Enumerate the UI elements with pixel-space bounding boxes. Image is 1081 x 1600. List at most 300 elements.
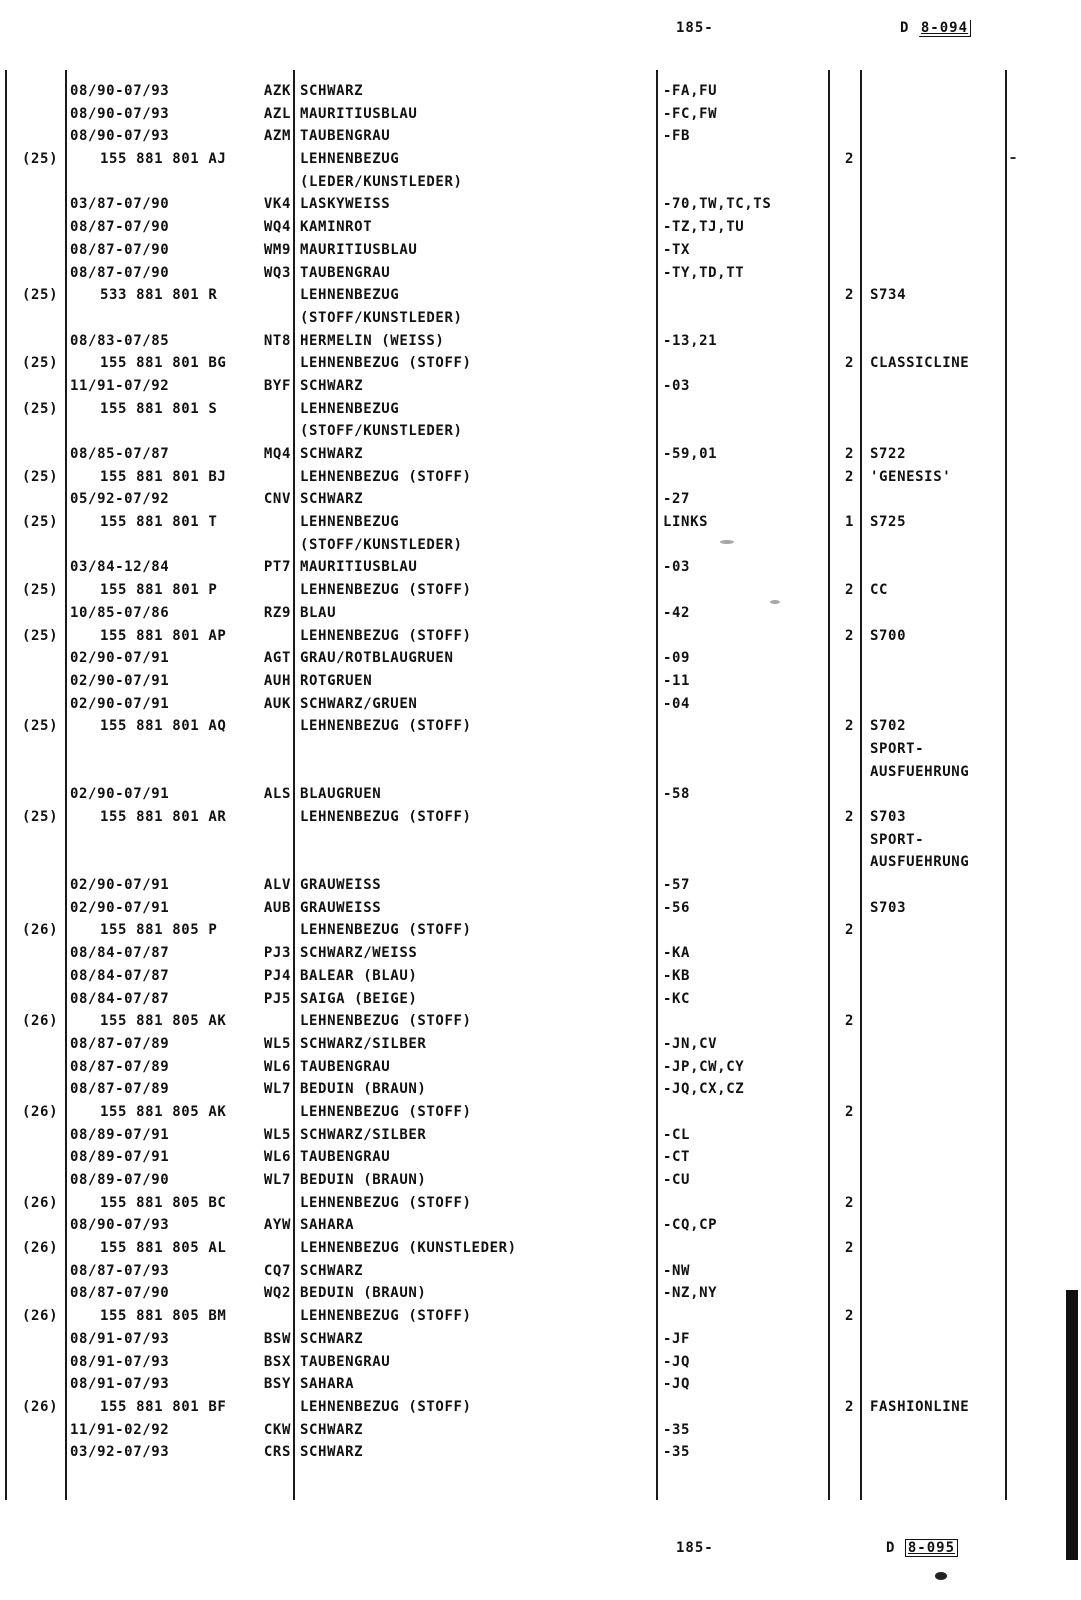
table-row xyxy=(0,1056,1081,1079)
date-range: 02/90-07/91 xyxy=(70,877,170,894)
date-range: 08/85-07/87 xyxy=(70,446,170,462)
version-codes: -CT xyxy=(663,1149,691,1166)
part-number: 155 881 801 AJ xyxy=(100,151,227,168)
color-code: WL6 xyxy=(263,1058,291,1075)
quantity: 2 xyxy=(844,1308,854,1325)
table-row xyxy=(0,829,1081,852)
description: MAURITIUSBLAU xyxy=(300,241,418,258)
scan-speck xyxy=(1010,157,1016,159)
color-code: CNV xyxy=(263,491,291,508)
version-codes: -09 xyxy=(663,650,691,667)
version-codes: -70,TW,TC,TS xyxy=(663,196,772,213)
quantity: 2 xyxy=(844,809,854,825)
table-row xyxy=(0,874,1081,897)
description: LEHNENBEZUG (KUNSTLEDER) xyxy=(300,1240,517,1257)
remark: SPORT- xyxy=(870,740,925,757)
part-number: 155 881 805 AK xyxy=(100,1103,227,1120)
table-row xyxy=(0,988,1081,1011)
date-range: 08/84-07/87 xyxy=(70,945,170,962)
version-codes: -JF xyxy=(663,1330,691,1347)
quantity: 2 xyxy=(844,718,854,735)
color-code: WL7 xyxy=(263,1081,291,1098)
version-codes: -35 xyxy=(663,1421,691,1438)
table-row xyxy=(0,1101,1081,1124)
color-code: AGT xyxy=(263,650,291,667)
table-row xyxy=(0,965,1081,988)
quantity: 2 xyxy=(844,582,854,599)
table-row xyxy=(0,148,1081,171)
version-codes: -JN,CV xyxy=(663,1035,718,1052)
header-prefix: D xyxy=(900,20,910,36)
table-row xyxy=(0,262,1081,285)
color-code: WQ2 xyxy=(263,1285,291,1302)
description: LEHNENBEZUG (STOFF) xyxy=(300,922,472,939)
description: LEHNENBEZUG (STOFF) xyxy=(300,1013,472,1030)
description: MAURITIUSBLAU xyxy=(300,559,418,576)
version-codes: -NW xyxy=(663,1262,691,1279)
color-code: WL5 xyxy=(263,1035,291,1052)
date-range: 11/91-02/92 xyxy=(70,1421,170,1438)
description: LASKYWEISS xyxy=(300,196,391,213)
table-row xyxy=(0,1282,1081,1305)
position-number: (25) xyxy=(22,287,59,304)
date-range: 11/91-07/92 xyxy=(70,377,170,394)
remark: CLASSICLINE xyxy=(870,355,970,372)
table-row xyxy=(0,488,1081,511)
version-codes: -FC,FW xyxy=(663,105,718,122)
description: SCHWARZ xyxy=(300,83,364,99)
table-row xyxy=(0,443,1081,466)
version-codes: -42 xyxy=(663,604,691,621)
footer-prefix: D xyxy=(886,1540,896,1556)
description: (LEDER/KUNSTLEDER) xyxy=(300,173,463,190)
quantity: 2 xyxy=(844,446,854,462)
table-row xyxy=(0,420,1081,443)
table-row xyxy=(0,851,1081,874)
date-range: 08/87-07/90 xyxy=(70,241,170,258)
color-code: CKW xyxy=(263,1421,291,1438)
table-row xyxy=(0,398,1081,421)
color-code: WQ3 xyxy=(263,264,291,281)
version-codes: -FA,FU xyxy=(663,83,718,99)
date-range: 08/87-07/89 xyxy=(70,1058,170,1075)
description: SAIGA (BEIGE) xyxy=(300,990,418,1007)
table-row xyxy=(0,1328,1081,1351)
color-code: PJ5 xyxy=(263,990,291,1007)
date-range: 08/91-07/93 xyxy=(70,1330,170,1347)
version-codes: -NZ,NY xyxy=(663,1285,718,1302)
table-row xyxy=(0,307,1081,330)
description: BEDUIN (BRAUN) xyxy=(300,1285,427,1302)
version-codes: -KB xyxy=(663,967,691,984)
table-row xyxy=(0,602,1081,625)
color-code: ALV xyxy=(263,877,291,894)
date-range: 08/87-07/90 xyxy=(70,1285,170,1302)
table-row xyxy=(0,1441,1081,1464)
quantity: 2 xyxy=(844,287,854,304)
version-codes: -CL xyxy=(663,1126,691,1143)
color-code: AUB xyxy=(263,899,291,916)
date-range: 08/87-07/90 xyxy=(70,219,170,236)
table-row xyxy=(0,534,1081,557)
remark: S734 xyxy=(870,287,907,304)
remark: CC xyxy=(870,582,889,599)
quantity: 2 xyxy=(844,1240,854,1257)
position-number: (26) xyxy=(22,1308,59,1325)
version-codes: -58 xyxy=(663,786,691,803)
date-range: 02/90-07/91 xyxy=(70,672,170,689)
description: MAURITIUSBLAU xyxy=(300,105,418,122)
description: SCHWARZ xyxy=(300,1330,364,1347)
header-ref: 8-094 xyxy=(919,20,971,37)
description: SAHARA xyxy=(300,1376,355,1393)
description: (STOFF/KUNSTLEDER) xyxy=(300,423,463,440)
date-range: 08/83-07/85 xyxy=(70,332,170,349)
table-row xyxy=(0,125,1081,148)
color-code: PT7 xyxy=(263,559,291,576)
description: TAUBENGRAU xyxy=(300,1149,391,1166)
description: LEHNENBEZUG (STOFF) xyxy=(300,582,472,599)
part-number: 155 881 801 BF xyxy=(100,1398,227,1415)
version-codes: -TZ,TJ,TU xyxy=(663,219,745,236)
description: SCHWARZ xyxy=(300,1262,364,1279)
table-row xyxy=(0,942,1081,965)
quantity: 2 xyxy=(844,151,854,168)
date-range: 08/90-07/93 xyxy=(70,105,170,122)
footer-page-number: 185- xyxy=(676,1540,714,1556)
version-codes: -JQ,CX,CZ xyxy=(663,1081,745,1098)
table-row xyxy=(0,579,1081,602)
header-page-number: 185- xyxy=(676,20,714,36)
parts-table xyxy=(0,80,1081,1464)
remark: FASHIONLINE xyxy=(870,1398,970,1415)
description: TAUBENGRAU xyxy=(300,1353,391,1370)
quantity: 2 xyxy=(844,1194,854,1211)
quantity: 2 xyxy=(844,1013,854,1030)
version-codes: -JQ xyxy=(663,1353,691,1370)
description: BEDUIN (BRAUN) xyxy=(300,1172,427,1188)
version-codes: -FB xyxy=(663,128,691,145)
date-range: 08/84-07/87 xyxy=(70,967,170,984)
date-range: 08/90-07/93 xyxy=(70,83,170,99)
table-row xyxy=(0,783,1081,806)
scan-edge-mark xyxy=(1066,1290,1078,1560)
color-code: AUH xyxy=(263,672,291,689)
table-row xyxy=(0,466,1081,489)
table-row xyxy=(0,1373,1081,1396)
description: SCHWARZ xyxy=(300,377,364,394)
version-codes: -27 xyxy=(663,491,691,508)
position-number: (26) xyxy=(22,1194,59,1211)
version-codes: -59,01 xyxy=(663,446,718,462)
color-code: AZL xyxy=(263,105,291,122)
table-row xyxy=(0,80,1081,103)
version-codes: -35 xyxy=(663,1444,691,1461)
color-code: RZ9 xyxy=(263,604,291,621)
version-codes: LINKS xyxy=(663,514,709,531)
date-range: 02/90-07/91 xyxy=(70,786,170,803)
color-code: WL5 xyxy=(263,1126,291,1143)
part-number: 155 881 801 BJ xyxy=(100,468,227,485)
description: HERMELIN (WEISS) xyxy=(300,332,445,349)
part-number: 155 881 801 BG xyxy=(100,355,227,372)
table-row xyxy=(0,761,1081,784)
description: GRAU/ROTBLAUGRUEN xyxy=(300,650,454,667)
table-row xyxy=(0,647,1081,670)
table-row xyxy=(0,738,1081,761)
color-code: CQ7 xyxy=(263,1262,291,1279)
table-row xyxy=(0,1305,1081,1328)
description: LEHNENBEZUG (STOFF) xyxy=(300,468,472,485)
description: SCHWARZ/GRUEN xyxy=(300,695,418,712)
description: SCHWARZ/SILBER xyxy=(300,1035,427,1052)
version-codes: -04 xyxy=(663,695,691,712)
table-row xyxy=(0,239,1081,262)
scan-speck xyxy=(720,540,734,544)
description: SCHWARZ xyxy=(300,446,364,462)
description: ROTGRUEN xyxy=(300,672,373,689)
table-row xyxy=(0,1351,1081,1374)
color-code: VK4 xyxy=(263,196,291,213)
position-number: (26) xyxy=(22,1103,59,1120)
color-code: PJ3 xyxy=(263,945,291,962)
table-row xyxy=(0,670,1081,693)
table-row xyxy=(0,284,1081,307)
color-code: NT8 xyxy=(263,332,291,349)
date-range: 08/91-07/93 xyxy=(70,1353,170,1370)
quantity: 2 xyxy=(844,922,854,939)
color-code: BYF xyxy=(263,377,291,394)
table-row xyxy=(0,1169,1081,1192)
table-row xyxy=(0,1033,1081,1056)
color-code: BSX xyxy=(263,1353,291,1370)
part-number: 155 881 801 P xyxy=(100,582,218,599)
color-code: ALS xyxy=(263,786,291,803)
footer-ref: 8-095 xyxy=(905,1539,958,1557)
part-number: 155 881 801 T xyxy=(100,514,218,531)
position-number: (25) xyxy=(22,151,59,168)
table-row xyxy=(0,330,1081,353)
color-code: PJ4 xyxy=(263,967,291,984)
description: LEHNENBEZUG xyxy=(300,287,400,304)
date-range: 08/87-07/93 xyxy=(70,1262,170,1279)
part-number: 155 881 801 AP xyxy=(100,627,227,644)
version-codes: -03 xyxy=(663,377,691,394)
version-codes: -TY,TD,TT xyxy=(663,264,745,281)
table-row xyxy=(0,216,1081,239)
date-range: 03/84-12/84 xyxy=(70,559,170,576)
page-footer xyxy=(676,1540,714,1556)
remark: AUSFUEHRUNG xyxy=(870,763,970,780)
description: SCHWARZ xyxy=(300,1421,364,1438)
part-number: 155 881 805 P xyxy=(100,922,218,939)
color-code: BSW xyxy=(263,1330,291,1347)
remark: 'GENESIS' xyxy=(870,468,952,485)
version-codes: -CQ,CP xyxy=(663,1217,718,1234)
color-code: BSY xyxy=(263,1376,291,1393)
description: LEHNENBEZUG (STOFF) xyxy=(300,809,472,825)
description: TAUBENGRAU xyxy=(300,264,391,281)
quantity: 2 xyxy=(844,1103,854,1120)
part-number: 533 881 801 R xyxy=(100,287,218,304)
quantity: 2 xyxy=(844,1398,854,1415)
position-number: (25) xyxy=(22,582,59,599)
version-codes: -CU xyxy=(663,1172,691,1188)
version-codes: -TX xyxy=(663,241,691,258)
table-row xyxy=(0,1237,1081,1260)
date-range: 08/90-07/93 xyxy=(70,1217,170,1234)
table-row xyxy=(0,1192,1081,1215)
description: SCHWARZ xyxy=(300,491,364,508)
description: TAUBENGRAU xyxy=(300,128,391,145)
table-row xyxy=(0,1146,1081,1169)
version-codes: -11 xyxy=(663,672,691,689)
remark: S725 xyxy=(870,514,907,531)
part-number: 155 881 805 BC xyxy=(100,1194,227,1211)
table-row xyxy=(0,511,1081,534)
date-range: 02/90-07/91 xyxy=(70,695,170,712)
description: LEHNENBEZUG xyxy=(300,400,400,417)
description: LEHNENBEZUG (STOFF) xyxy=(300,1398,472,1415)
version-codes: -JQ xyxy=(663,1376,691,1393)
table-row xyxy=(0,1260,1081,1283)
date-range: 08/89-07/91 xyxy=(70,1126,170,1143)
date-range: 08/90-07/93 xyxy=(70,128,170,145)
remark: S702 xyxy=(870,718,907,735)
date-range: 10/85-07/86 xyxy=(70,604,170,621)
remark: S722 xyxy=(870,446,907,462)
part-number: 155 881 801 S xyxy=(100,400,218,417)
date-range: 08/89-07/90 xyxy=(70,1172,170,1188)
description: LEHNENBEZUG (STOFF) xyxy=(300,627,472,644)
remark: AUSFUEHRUNG xyxy=(870,854,970,871)
color-code: CRS xyxy=(263,1444,291,1461)
version-codes: -KA xyxy=(663,945,691,962)
table-row xyxy=(0,715,1081,738)
date-range: 05/92-07/92 xyxy=(70,491,170,508)
description: GRAUWEISS xyxy=(300,899,382,916)
date-range: 08/87-07/89 xyxy=(70,1081,170,1098)
quantity: 1 xyxy=(844,514,854,531)
scan-speck xyxy=(935,1572,947,1580)
date-range: 08/87-07/90 xyxy=(70,264,170,281)
position-number: (25) xyxy=(22,400,59,417)
remark: SPORT- xyxy=(870,831,925,848)
color-code: AUK xyxy=(263,695,291,712)
part-number: 155 881 801 AR xyxy=(100,809,227,825)
table-row xyxy=(0,1010,1081,1033)
date-range: 08/91-07/93 xyxy=(70,1376,170,1393)
version-codes: -JP,CW,CY xyxy=(663,1058,745,1075)
position-number: (25) xyxy=(22,718,59,735)
quantity: 2 xyxy=(844,468,854,485)
version-codes: -03 xyxy=(663,559,691,576)
description: (STOFF/KUNSTLEDER) xyxy=(300,536,463,553)
date-range: 02/90-07/91 xyxy=(70,899,170,916)
color-code: MQ4 xyxy=(263,446,291,462)
description: SCHWARZ xyxy=(300,1444,364,1461)
table-row xyxy=(0,193,1081,216)
scan-speck xyxy=(770,600,780,604)
description: LEHNENBEZUG (STOFF) xyxy=(300,718,472,735)
part-number: 155 881 805 AK xyxy=(100,1013,227,1030)
table-row xyxy=(0,556,1081,579)
position-number: (26) xyxy=(22,922,59,939)
part-number: 155 881 801 AQ xyxy=(100,718,227,735)
color-code: AYW xyxy=(263,1217,291,1234)
position-number: (25) xyxy=(22,468,59,485)
description: LEHNENBEZUG (STOFF) xyxy=(300,1308,472,1325)
date-range: 08/84-07/87 xyxy=(70,990,170,1007)
description: LEHNENBEZUG (STOFF) xyxy=(300,1103,472,1120)
position-number: (26) xyxy=(22,1013,59,1030)
table-row xyxy=(0,375,1081,398)
table-row xyxy=(0,1396,1081,1419)
date-range: 08/87-07/89 xyxy=(70,1035,170,1052)
position-number: (26) xyxy=(22,1240,59,1257)
remark: S700 xyxy=(870,627,907,644)
version-codes: -KC xyxy=(663,990,691,1007)
description: TAUBENGRAU xyxy=(300,1058,391,1075)
position-number: (25) xyxy=(22,627,59,644)
table-row xyxy=(0,352,1081,375)
description: SAHARA xyxy=(300,1217,355,1234)
position-number: (26) xyxy=(22,1398,59,1415)
description: KAMINROT xyxy=(300,219,373,236)
table-row xyxy=(0,171,1081,194)
description: BLAUGRUEN xyxy=(300,786,382,803)
description: BLAU xyxy=(300,604,337,621)
table-row xyxy=(0,1214,1081,1237)
table-row xyxy=(0,1419,1081,1442)
date-range: 03/87-07/90 xyxy=(70,196,170,213)
table-row xyxy=(0,897,1081,920)
description: BALEAR (BLAU) xyxy=(300,967,418,984)
description: SCHWARZ/WEISS xyxy=(300,945,418,962)
position-number: (25) xyxy=(22,355,59,372)
date-range: 02/90-07/91 xyxy=(70,650,170,667)
remark: S703 xyxy=(870,809,907,825)
description: (STOFF/KUNSTLEDER) xyxy=(300,309,463,326)
color-code: AZK xyxy=(263,83,291,99)
color-code: AZM xyxy=(263,128,291,145)
page-header-ref xyxy=(900,20,971,36)
position-number: (25) xyxy=(22,809,59,825)
version-codes: -13,21 xyxy=(663,332,718,349)
quantity: 2 xyxy=(844,627,854,644)
color-code: WL6 xyxy=(263,1149,291,1166)
part-number: 155 881 805 BM xyxy=(100,1308,227,1325)
date-range: 03/92-07/93 xyxy=(70,1444,170,1461)
page-footer-ref xyxy=(886,1540,958,1556)
table-row xyxy=(0,1124,1081,1147)
page-header xyxy=(676,20,714,36)
position-number: (25) xyxy=(22,514,59,531)
quantity: 2 xyxy=(844,355,854,372)
description: BEDUIN (BRAUN) xyxy=(300,1081,427,1098)
description: LEHNENBEZUG (STOFF) xyxy=(300,355,472,372)
description: GRAUWEISS xyxy=(300,877,382,894)
remark: S703 xyxy=(870,899,907,916)
color-code: WL7 xyxy=(263,1172,291,1188)
description: LEHNENBEZUG xyxy=(300,514,400,531)
description: LEHNENBEZUG xyxy=(300,151,400,168)
part-number: 155 881 805 AL xyxy=(100,1240,227,1257)
table-row xyxy=(0,919,1081,942)
version-codes: -57 xyxy=(663,877,691,894)
description: LEHNENBEZUG (STOFF) xyxy=(300,1194,472,1211)
table-row xyxy=(0,625,1081,648)
